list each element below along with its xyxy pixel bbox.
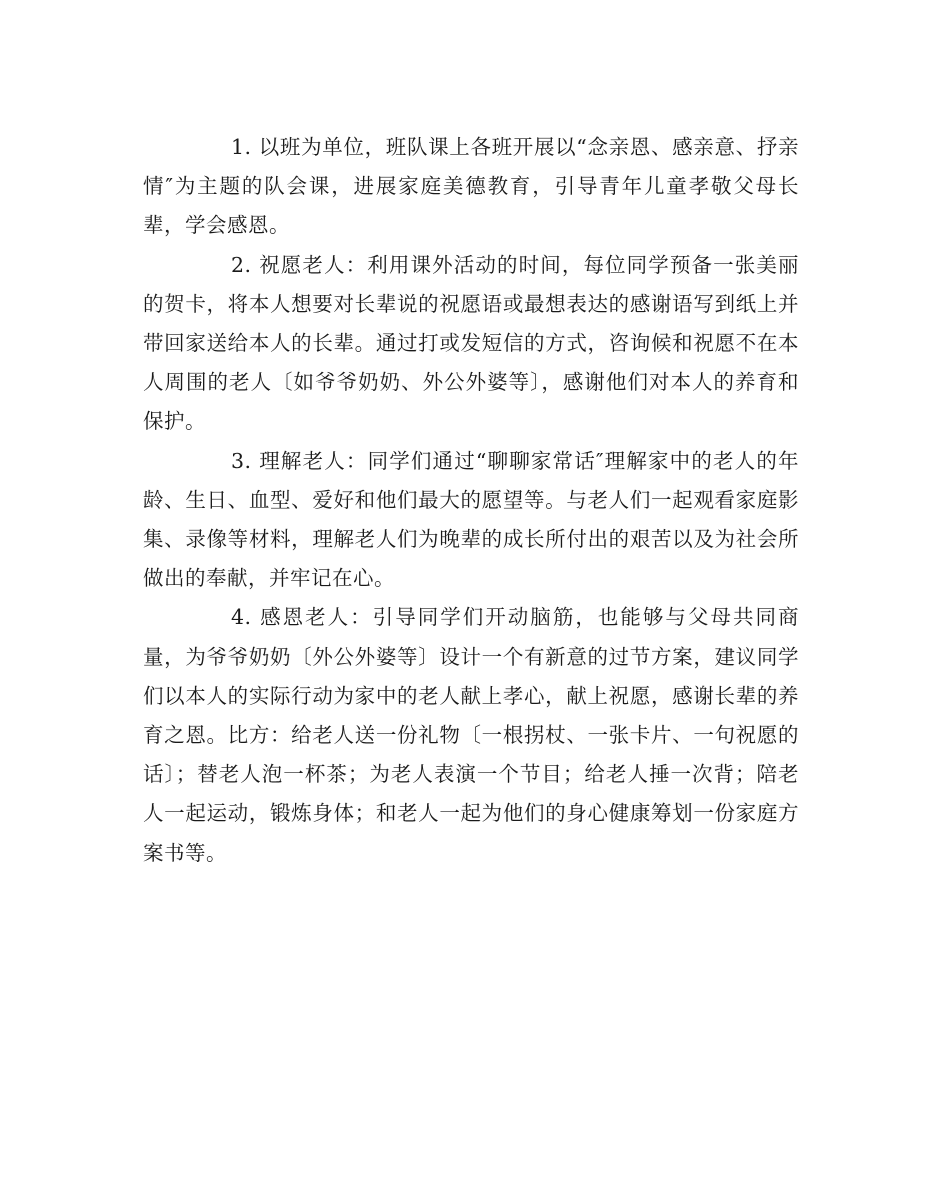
document-body bbox=[143, 128, 799, 873]
paragraph-3: 3. 理解老人：同学们通过“聊聊家常话″理解家中的老人的年龄、生日、血型、爱好和他们最大的愿望等。与老人们一起观看家庭影集、录像等材料，理解老人们为晚辈的成长所付出的艰苦以及为社会所做出的奉献，并牢记在心。 bbox=[143, 448, 799, 591]
paragraph-4: 4. 感恩老人：引导同学们开动脑筋，也能够与父母共同商量，为爷爷奶奶〔外公外婆等〕设计一个有新意的过节方案，建议同学们以本人的实际行动为家中的老人献上孝心，献上祝愿，感谢长辈的养育之恩。比方：给老人送一份礼物〔一根拐杖、一张卡片、一句祝愿的话〕；替老人泡一杯茶；为老人表演一个节目；给老人捶一次背；陪老人一起运动，锻炼身体；和老人一起为他们的身心健康筹划一份家庭方案书等。 bbox=[143, 605, 799, 865]
paragraph-2: 2. 祝愿老人：利用课外活动的时间，每位同学预备一张美丽的贺卡，将本人想要对长辈说的祝愿语或最想表达的感谢语写到纸上并带回家送给本人的长辈。通过打或发短信的方式，咨询候和祝愿不在本人周围的老人〔如爷爷奶奶、外公外婆等〕，感谢他们对本人的养育和保护。 bbox=[143, 252, 799, 434]
paragraph-1: 1. 以班为单位，班队课上各班开展以“念亲恩、感亲意、抒亲情″为主题的队会课，进展家庭美德教育，引导青年儿童孝敬父母长辈，学会感恩。 bbox=[143, 135, 799, 238]
